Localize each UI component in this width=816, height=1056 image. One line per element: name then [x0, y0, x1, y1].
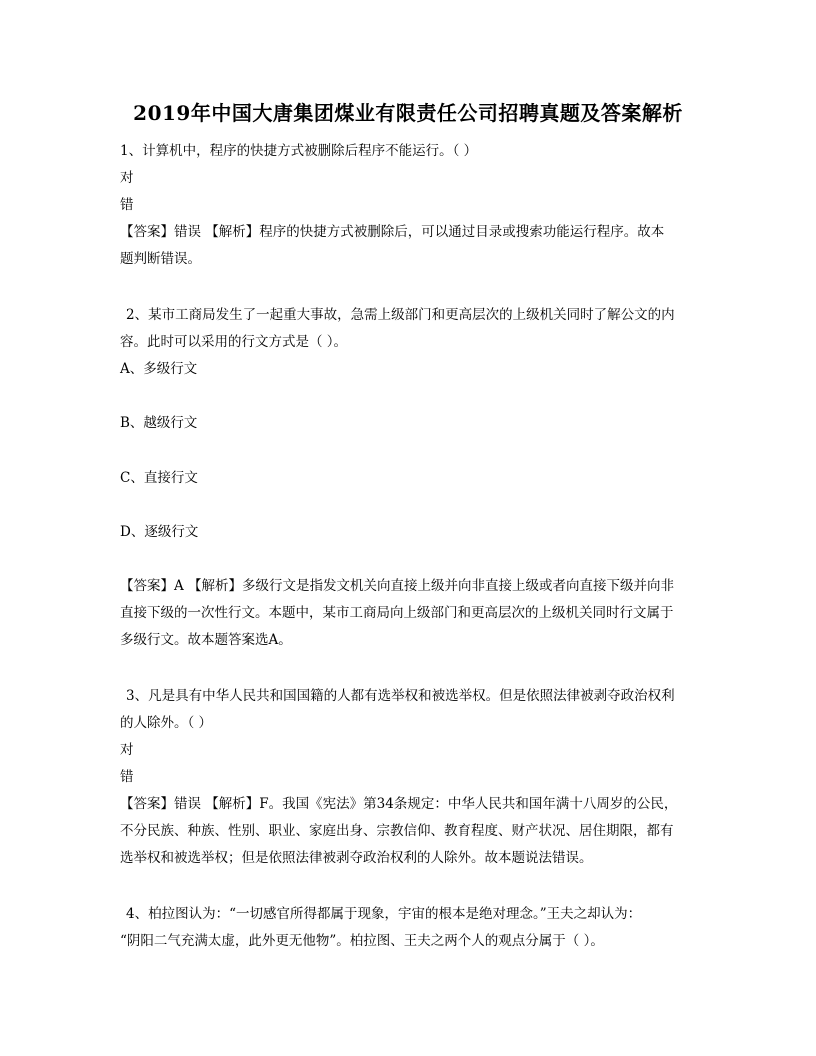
q1-option-true: 对	[120, 170, 134, 186]
q2-option-b: B、越级行文	[120, 415, 198, 431]
q2-stem-line-1: 2、某市工商局发生了一起重大事故，急需上级部门和更高层次的上级机关同时了解公文的内	[126, 307, 675, 323]
q2-option-a: A、多级行文	[120, 361, 198, 377]
q3-stem-line-2: 的人除外。（ ）	[120, 715, 213, 731]
q2-analysis-line-1: 【答案】A 【解析】多级行文是指发文机关向直接上级并向非直接上级或者向直接下级并向非	[120, 578, 675, 594]
q3-option-true: 对	[120, 742, 134, 758]
q1-option-false: 错	[120, 197, 134, 213]
q3-analysis-line-2: 不分民族、种族、性别、职业、家庭出身、宗教信仰、教育程度、财产状况、居住期限，都有	[120, 823, 674, 839]
q1-stem: 1、计算机中，程序的快捷方式被删除后程序不能运行。（ ）	[120, 143, 478, 159]
q2-option-d: D、逐级行文	[120, 524, 199, 540]
q2-analysis-line-2: 直接下级的一次性行文。本题中，某市工商局向上级部门和更高层次的上级机关同时行文属于	[120, 605, 674, 621]
q3-analysis-line-3: 选举权和被选举权；但是依照法律被剥夺政治权利的人除外。故本题说法错误。	[120, 850, 593, 866]
q3-option-false: 错	[120, 769, 134, 785]
page-title: 2019年中国大唐集团煤业有限责任公司招聘真题及答案解析	[133, 101, 683, 125]
q4-stem-line-1: 4、柏拉图认为：“一切感官所得都属于现象，宇宙的根本是绝对理念。”王夫之却认为：	[126, 906, 642, 922]
q1-analysis-line-2: 题判断错误。	[120, 251, 201, 267]
q1-analysis-line-1: 【答案】错误 【解析】程序的快捷方式被删除后，可以通过目录或搜索功能运行程序。故本	[120, 224, 665, 240]
q4-stem-line-2: “阴阳二气充满太虚，此外更无他物”。柏拉图、王夫之两个人的观点分属于（ ）。	[120, 933, 604, 949]
q2-analysis-line-3: 多级行文。故本题答案选A。	[120, 632, 292, 648]
q2-stem-line-2: 容。此时可以采用的行文方式是（ ）。	[120, 334, 348, 350]
q3-analysis-line-1: 【答案】错误 【解析】F。我国《宪法》第34条规定：中华人民共和国年满十八周岁的公民，	[120, 796, 678, 812]
q2-option-c: C、直接行文	[120, 470, 198, 486]
q3-stem-line-1: 3、凡是具有中华人民共和国国籍的人都有选举权和被选举权。但是依照法律被剥夺政治权利	[126, 688, 675, 704]
